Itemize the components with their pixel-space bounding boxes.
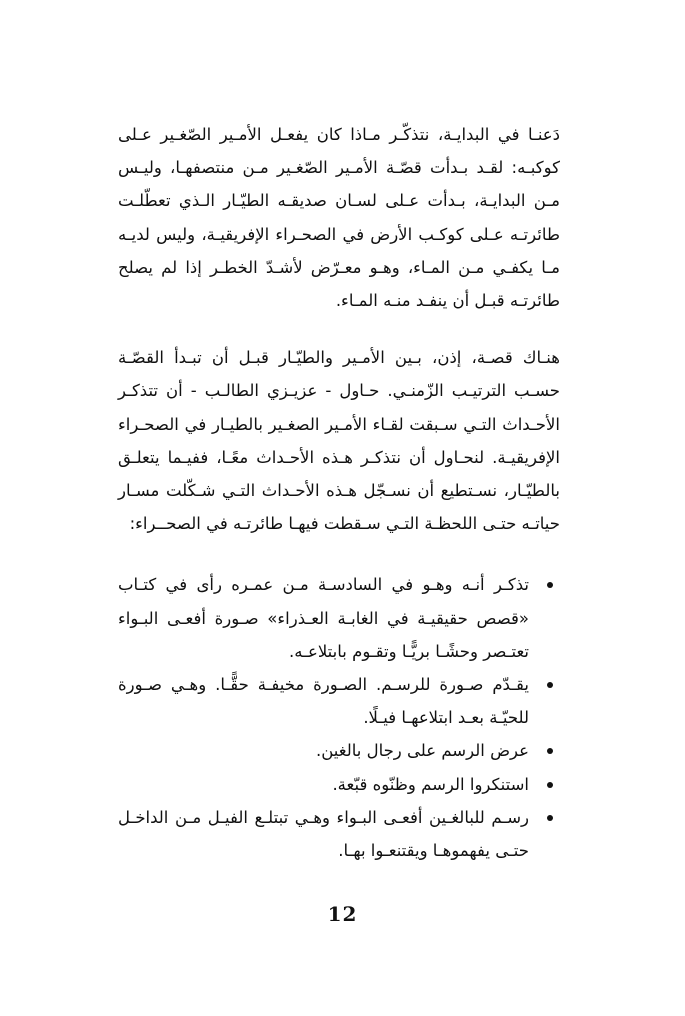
- bullet-icon: [547, 815, 553, 821]
- list-item-text: يقـدّم صـورة للرسـم. الصـورة مخيفـة حقًّـا. وهـي صـورة للحيّـة بعـد ابتلاعهـا فيـلًا.: [118, 675, 529, 728]
- paragraph-story-order: هنـاك قصـة، إذن، بـين الأمـير والطيّـار قبـل أن تبـدأ القصّـة حسـب الترتيـب الزّمنـي. حـاول - عزيـزي الطالـب - أن تتذكـر الأحـداث التـي سـبقت لقـاء الأمـير الصغـير بالطيـار في الصحـراء الإفريقيـة. لنحـاول أن نتذكـر هـذه الأحـداث معًـا، ففيـما يتعلـق بالطيّـار، نسـتطيع أن نسـجّل هـذه الأحـداث التـي شـكّلت مسـار حياتـه حتـى اللحظـة التـي سـقطت فيهـا طائرتـه في الصحــراء:: [118, 348, 560, 534]
- list-item-text: استنكروا الرسم وظنّوه قبّعة.: [332, 774, 529, 794]
- bullet-icon: [547, 782, 553, 788]
- list-item: [118, 768, 560, 801]
- list-item-text: عرض الرسم على رجال بالغين.: [315, 741, 529, 761]
- page-text: [118, 118, 560, 867]
- list-item-text: تذكـر أنـه وهـو في السادسـة مـن عمـره رأى في كتـاب «قصص حقيقيـة في الغابـة العـذراء» صـورة أفعـى البـواء تعتـصر وحشًـا بريًّـا وتقـوم بابتلاعـه.: [118, 575, 529, 661]
- bullet-icon: [547, 682, 553, 688]
- paragraph-intro: دَعنـا في البدايـة، نتذكّـر مـاذا كان يفعـل الأمـير الصّغـير عـلى كوكبـه: لقـد بـدأت قصّـة الأمـير الصّغـير مـن منتصفهـا، وليـس مـن البدايـة، بـدأت عـلى لسـان صديقـه الطيّـار الـذي تعطّلـت طائرتـه عـلى كوكـب الأرض في الصحـراء الإفريقيـة، وليس لديـه مـا يكفـي مـن المـاء، وهـو معـرّض لأشـدّ الخطـر إذا لم يصلح طائرتـه قبـل أن ينفـد منـه المـاء.: [118, 125, 560, 311]
- list-item: [118, 668, 560, 734]
- bullet-icon: [547, 582, 553, 588]
- bullet-icon: [547, 748, 553, 754]
- events-list: [118, 568, 560, 867]
- list-item: [118, 801, 560, 867]
- list-item: [118, 568, 560, 668]
- list-item: [118, 734, 560, 767]
- list-item-text: رسـم للبالغـين أفعـى البـواء وهـي تبتلـع الفيـل مـن الداخـل حتـى يفهموهـا ويقتنعـوا بهـا.: [118, 807, 529, 861]
- page-number: 12: [327, 902, 358, 926]
